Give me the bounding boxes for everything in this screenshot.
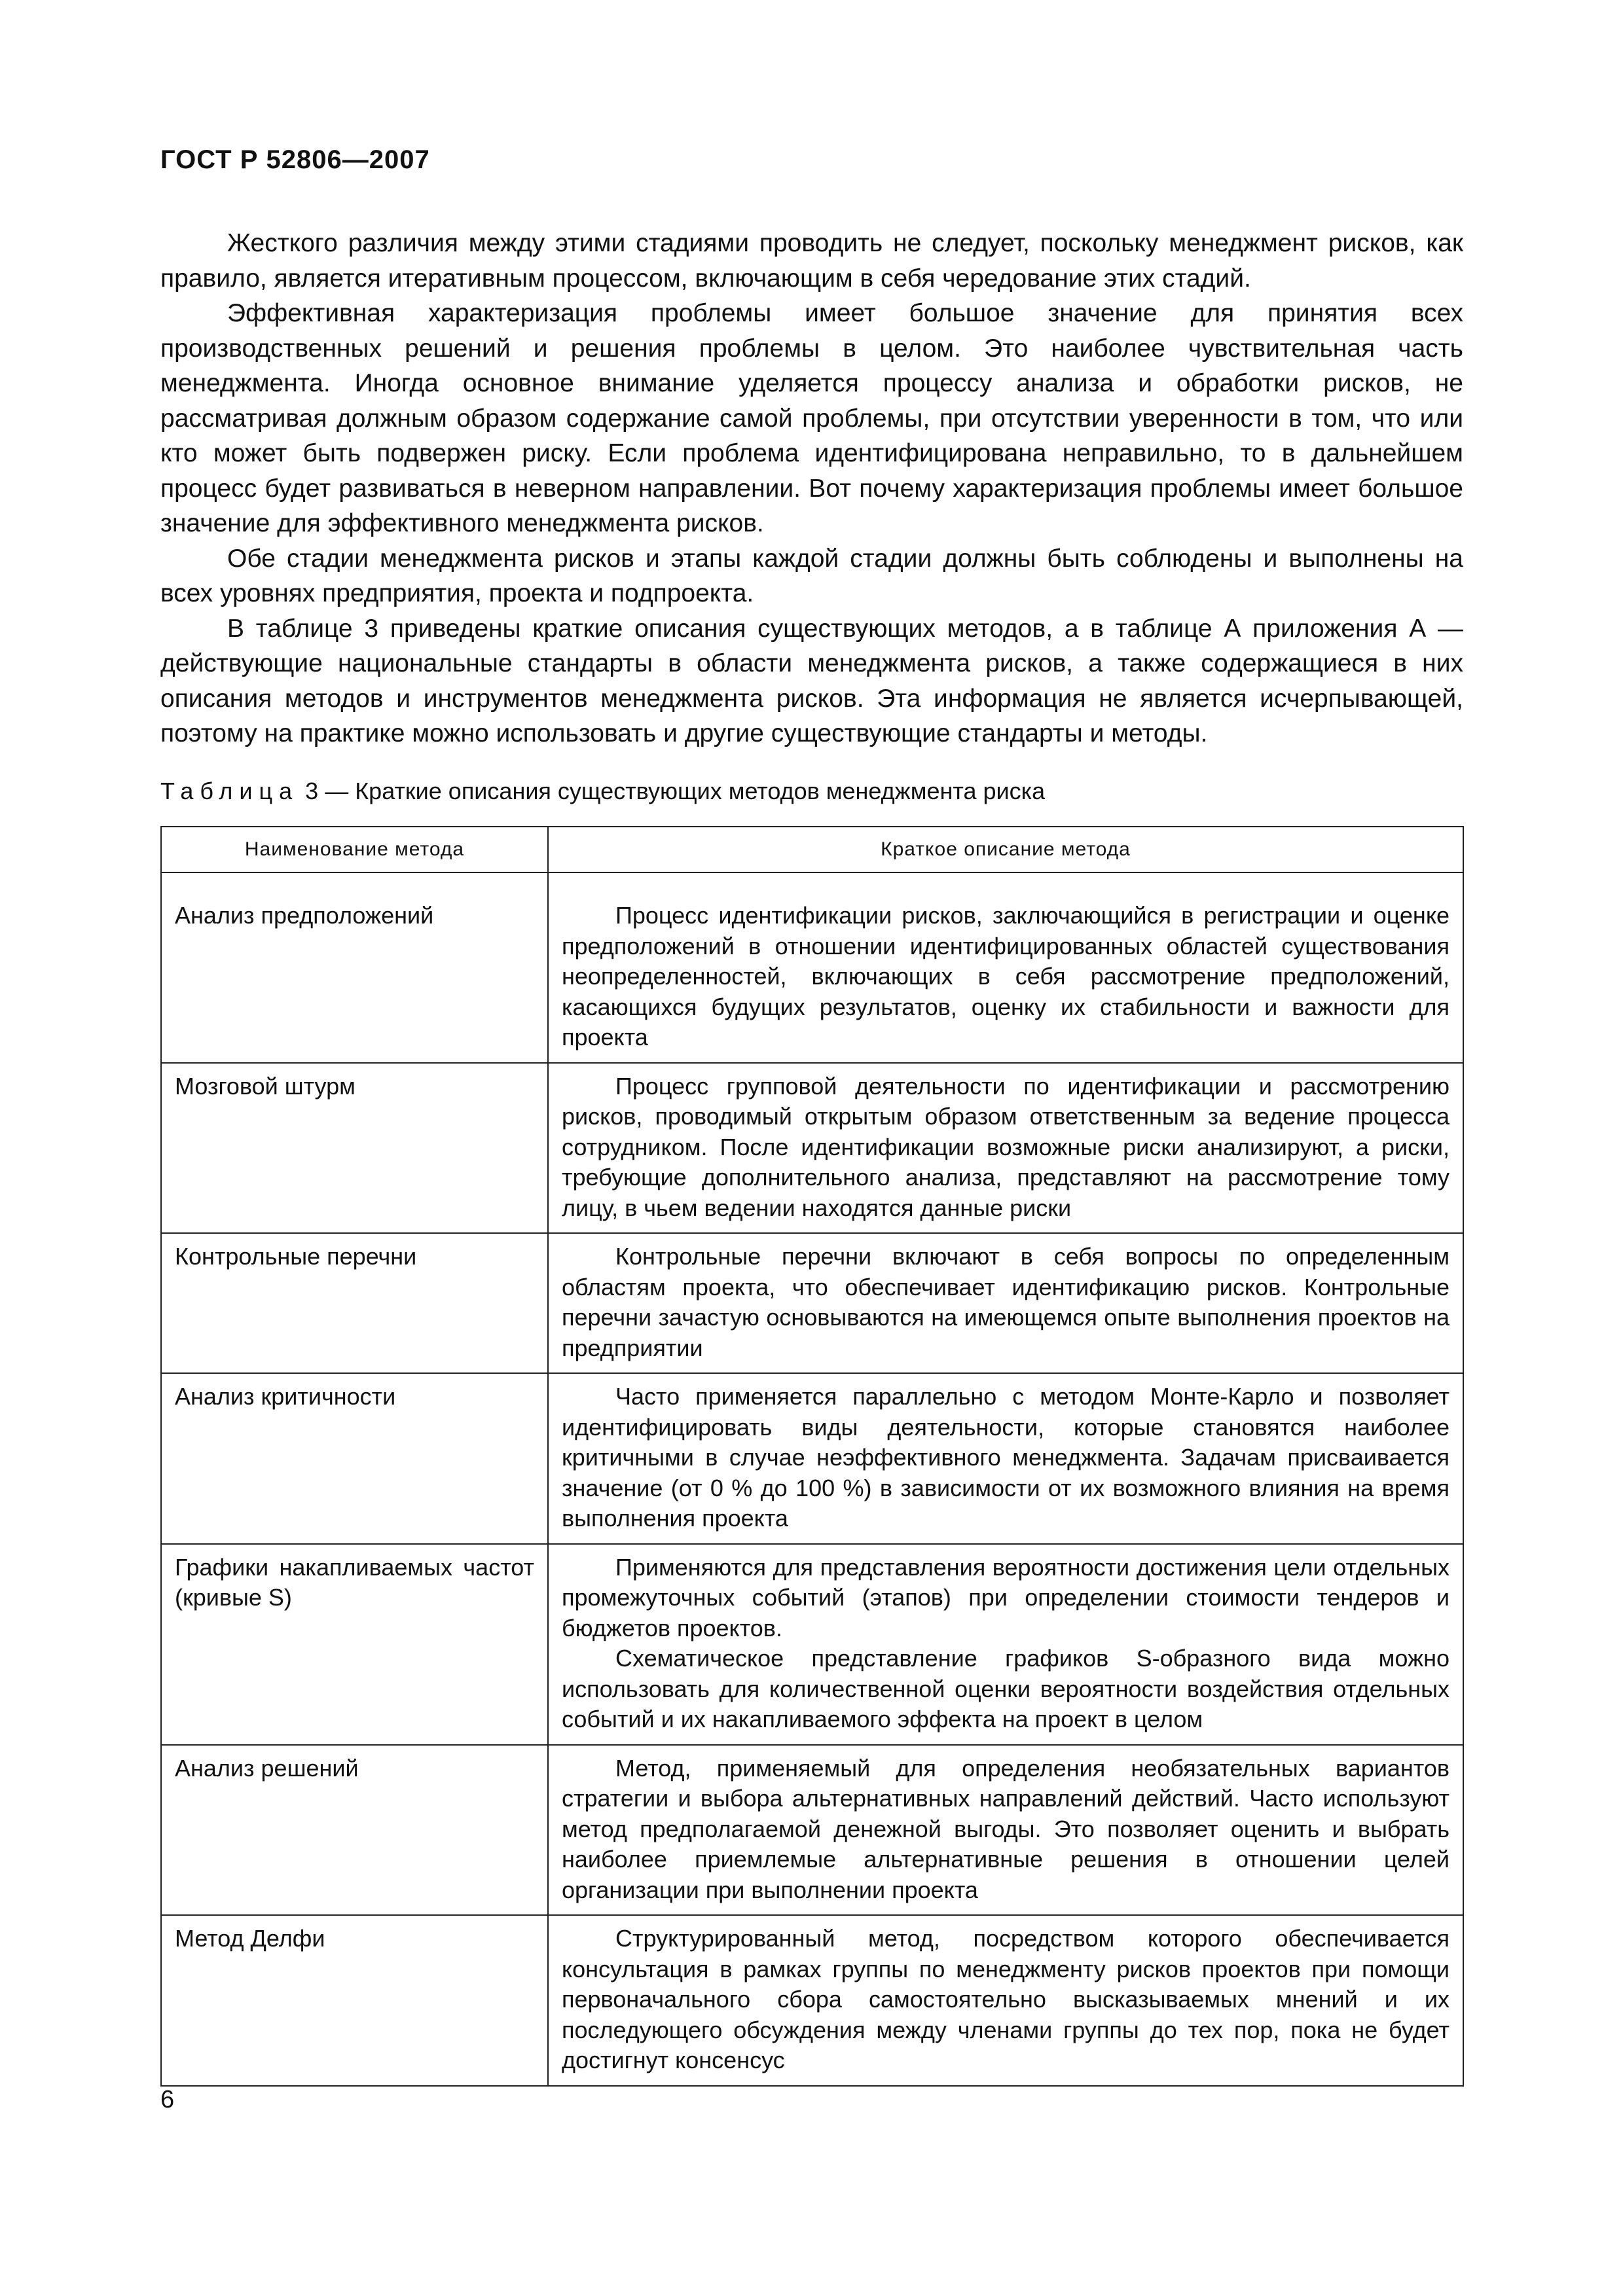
table-caption-text: 3 — Краткие описания существующих методов менеджмента риска [305,778,1046,804]
method-name-cell: Графики накапливаемых частот (кривые S) [161,1544,548,1745]
method-name-cell: Анализ решений [161,1745,548,1916]
column-header-method-description: Краткое описание метода [548,827,1463,872]
method-description-cell [548,1745,1463,1916]
column-header-method-name: Наименование метода [161,827,548,872]
body-text [160,226,1463,751]
paragraph: Обе стадии менеджмента рисков и этапы каждой стадии должны быть соблюдены и выполнены на всех уровнях предприятия, проекта и подпроекта. [160,544,1463,607]
method-description-cell [548,1063,1463,1234]
table-row [161,1373,1463,1544]
description-paragraph: Схематическое представление графиков S-образного вида можно использовать для количественной оценки вероятности воздействия отдельных событий и их накапливаемого эффекта на проект в целом [562,1645,1450,1732]
paragraph: Эффективная характеризация проблемы имеет большое значение для принятия всех производственных решений и решения проблемы в целом. Это наиболее чувствительная часть менеджмента. Иногда основное внимание уделяется процессу анализа и обработки рисков, не рассматривая должным образом содержание самой проблемы, при отсутствии уверенности в том, что или кто может быть подвержен риску. Если проблема идентифицирована неправильно, то в дальнейшем процесс будет развиваться в неверном направлении. Вот почему характеризация проблемы имеет большое значение для эффективного менеджмента рисков. [160,299,1463,537]
table-row [161,1233,1463,1373]
method-description-cell [548,1233,1463,1373]
method-name-cell: Метод Делфи [161,1915,548,2086]
method-name-cell: Анализ предположений [161,893,548,1063]
description-paragraph: Метод, применяемый для определения необязательных вариантов стратегии и выбора альтернативных направлений действий. Часто используют метод предполагаемой денежной выгоды. Это позволяет оценить и выбрать наиболее приемлемые альтернативные решения в отношении целей организации при выполнении проекта [562,1754,1450,1903]
table-caption [160,778,1045,805]
table-header-row [161,827,1463,872]
table-row [161,1915,1463,2086]
methods-table [160,826,1464,2087]
method-description-cell [548,893,1463,1063]
document-code-header: ГОСТ Р 52806—2007 [160,145,430,174]
method-name-cell: Анализ критичности [161,1373,548,1544]
page-number: 6 [160,2086,175,2113]
description-paragraph: Процесс групповой деятельности по идентификации и рассмотрению рисков, проводимый открытым образом ответственным за ведение процесса сотрудником. После идентификации возможные риски анализируют, а риски, требующие дополнительного анализа, представляют на рассмотрение тому лицу, в чьем ведении находятся данные риски [562,1072,1450,1221]
method-description-cell [548,1373,1463,1544]
gap-cell [548,872,1463,893]
table-row [161,893,1463,1063]
table-row [161,1063,1463,1234]
method-name-cell: Контрольные перечни [161,1233,548,1373]
method-description-cell [548,1544,1463,1745]
paragraph: В таблице 3 приведены краткие описания существующих методов, а в таблице А приложения А — действующие национальные стандарты в области менеджмента рисков, а также содержащиеся в них описания методов и инструментов менеджмента рисков. Эта информация не является исчерпывающей, поэтому на практике можно использовать и другие существующие стандарты и методы. [160,614,1463,747]
description-paragraph: Процесс идентификации рисков, заключающийся в регистрации и оценке предположений в отношении идентифицированных областей существования неопределенностей, включающих в себя рассмотрение предположений, касающихся будущих результатов, оценку их стабильности и важности для проекта [562,902,1450,1050]
table-row [161,1745,1463,1916]
description-paragraph: Часто применяется параллельно с методом Монте-Карло и позволяет идентифицировать виды деятельности, которые становятся наиболее критичными в случае неэффективного менеджмента. Задачам присваивается значение (от 0 % до 100 %) в зависимости от их возможного влияния на время выполнения проекта [562,1383,1450,1532]
description-paragraph: Структурированный метод, посредством которого обеспечивается консультация в рамках группы по менеджменту рисков проектов при помощи первоначального сбора самостоятельно высказываемых мнений и их последующего обсуждения между членами группы до тех пор, пока не будет достигнут консенсус [562,1925,1450,2073]
method-description-cell [548,1915,1463,2086]
description-paragraph: Применяются для представления вероятности достижения цели отдельных промежуточных событий (этапов) при определении стоимости тендеров и бюджетов проектов. [562,1553,1450,1641]
description-paragraph: Контрольные перечни включают в себя вопросы по определенным областям проекта, что обеспечивает идентификацию рисков. Контрольные перечни зачастую основываются на имеющемся опыте выполнения проектов на предприятии [562,1243,1450,1361]
method-name-cell: Мозговой штурм [161,1063,548,1234]
gap-cell [161,872,548,893]
header-gap-row [161,872,1463,893]
paragraph: Жесткого различия между этими стадиями проводить не следует, поскольку менеджмент рисков, как правило, является итеративным процессом, включающим в себя чередование этих стадий. [160,229,1463,293]
table-row [161,1544,1463,1745]
table-caption-label: Таблица [160,778,299,804]
